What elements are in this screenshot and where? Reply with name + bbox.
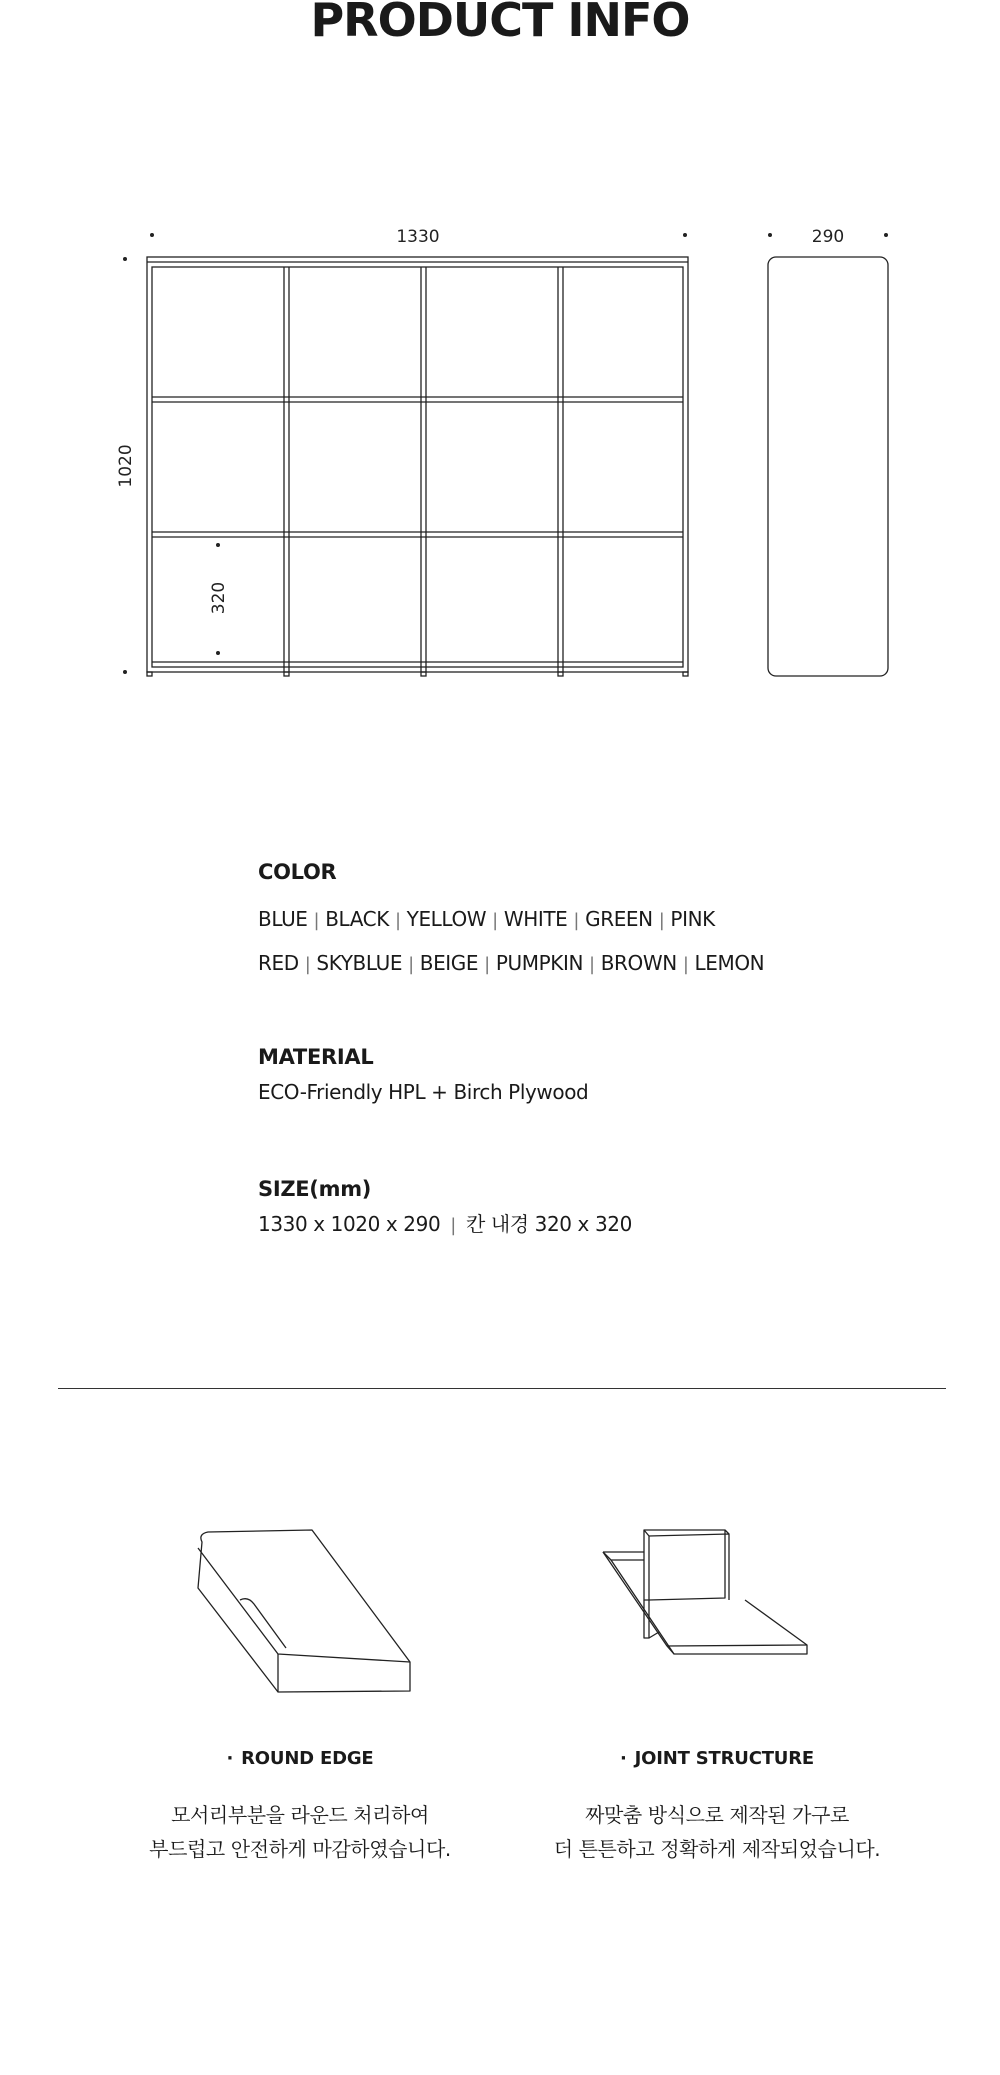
width-dimension-label: 1330 [396, 227, 440, 247]
feature-round-edge [90, 1520, 510, 1861]
separator: | [484, 954, 490, 975]
color-heading: COLOR [258, 860, 337, 884]
separator: | [573, 910, 580, 931]
color-option: WHITE [503, 907, 568, 931]
color-option: YELLOW [406, 907, 487, 931]
color-options-row-1 [258, 898, 764, 942]
size-inner: 칸 내경 320 x 320 [465, 1212, 632, 1236]
cell-dimension-label: 320 [209, 581, 229, 615]
round-edge-title-text: ROUND EDGE [241, 1748, 374, 1769]
section-divider [58, 1388, 946, 1389]
bullet: · [226, 1748, 234, 1769]
size-dimensions: 1330 x 1020 x 290 [258, 1212, 441, 1236]
color-option: BLACK [325, 907, 389, 931]
color-option: RED [258, 951, 299, 975]
color-section [258, 860, 764, 986]
size-heading: SIZE(mm) [258, 1177, 372, 1201]
round-edge-desc-line1: 모서리부분을 라운드 처리하여 [171, 1803, 429, 1827]
separator: | [313, 910, 320, 931]
depth-dimension-label: 290 [811, 227, 845, 247]
feature-joint-structure [507, 1520, 927, 1861]
round-edge-title [90, 1748, 510, 1769]
joint-structure-desc-line1: 짜맞춤 방식으로 제작된 가구로 [585, 1803, 849, 1827]
color-option: LEMON [694, 951, 765, 975]
joint-structure-title-text: JOINT STRUCTURE [634, 1748, 814, 1769]
round-edge-illustration [90, 1520, 510, 1720]
separator: | [408, 954, 414, 975]
material-heading: MATERIAL [258, 1045, 374, 1069]
separator: | [492, 910, 498, 931]
size-value [258, 1203, 632, 1247]
shelf-side-view [768, 257, 888, 676]
color-option: SKYBLUE [316, 951, 403, 975]
product-dimension-diagram [0, 210, 1000, 690]
bullet: · [620, 1748, 627, 1769]
color-option: BEIGE [419, 951, 479, 975]
separator: | [394, 910, 401, 931]
color-option: GREEN [585, 907, 653, 931]
separator: | [682, 954, 689, 975]
joint-structure-desc-line2: 더 튼튼하고 정확하게 제작되었습니다. [553, 1837, 881, 1861]
color-options-row-2 [258, 942, 764, 986]
size-section [258, 1177, 632, 1247]
separator: | [304, 954, 311, 975]
joint-structure-title [507, 1748, 927, 1769]
page-title: PRODUCT INFO [310, 0, 690, 47]
color-option: BROWN [600, 951, 677, 975]
separator: | [589, 954, 595, 975]
joint-structure-illustration [507, 1520, 927, 1720]
separator: | [658, 910, 665, 931]
separator: | [450, 1215, 456, 1236]
color-option: PUMPKIN [495, 951, 584, 975]
material-section [258, 1045, 588, 1114]
color-option: BLUE [258, 907, 308, 931]
color-option: PINK [670, 907, 715, 931]
height-dimension-label: 1020 [116, 444, 136, 488]
material-value: ECO-Friendly HPL + Birch Plywood [258, 1080, 589, 1104]
round-edge-desc-line2: 부드럽고 안전하게 마감하였습니다. [149, 1837, 451, 1861]
